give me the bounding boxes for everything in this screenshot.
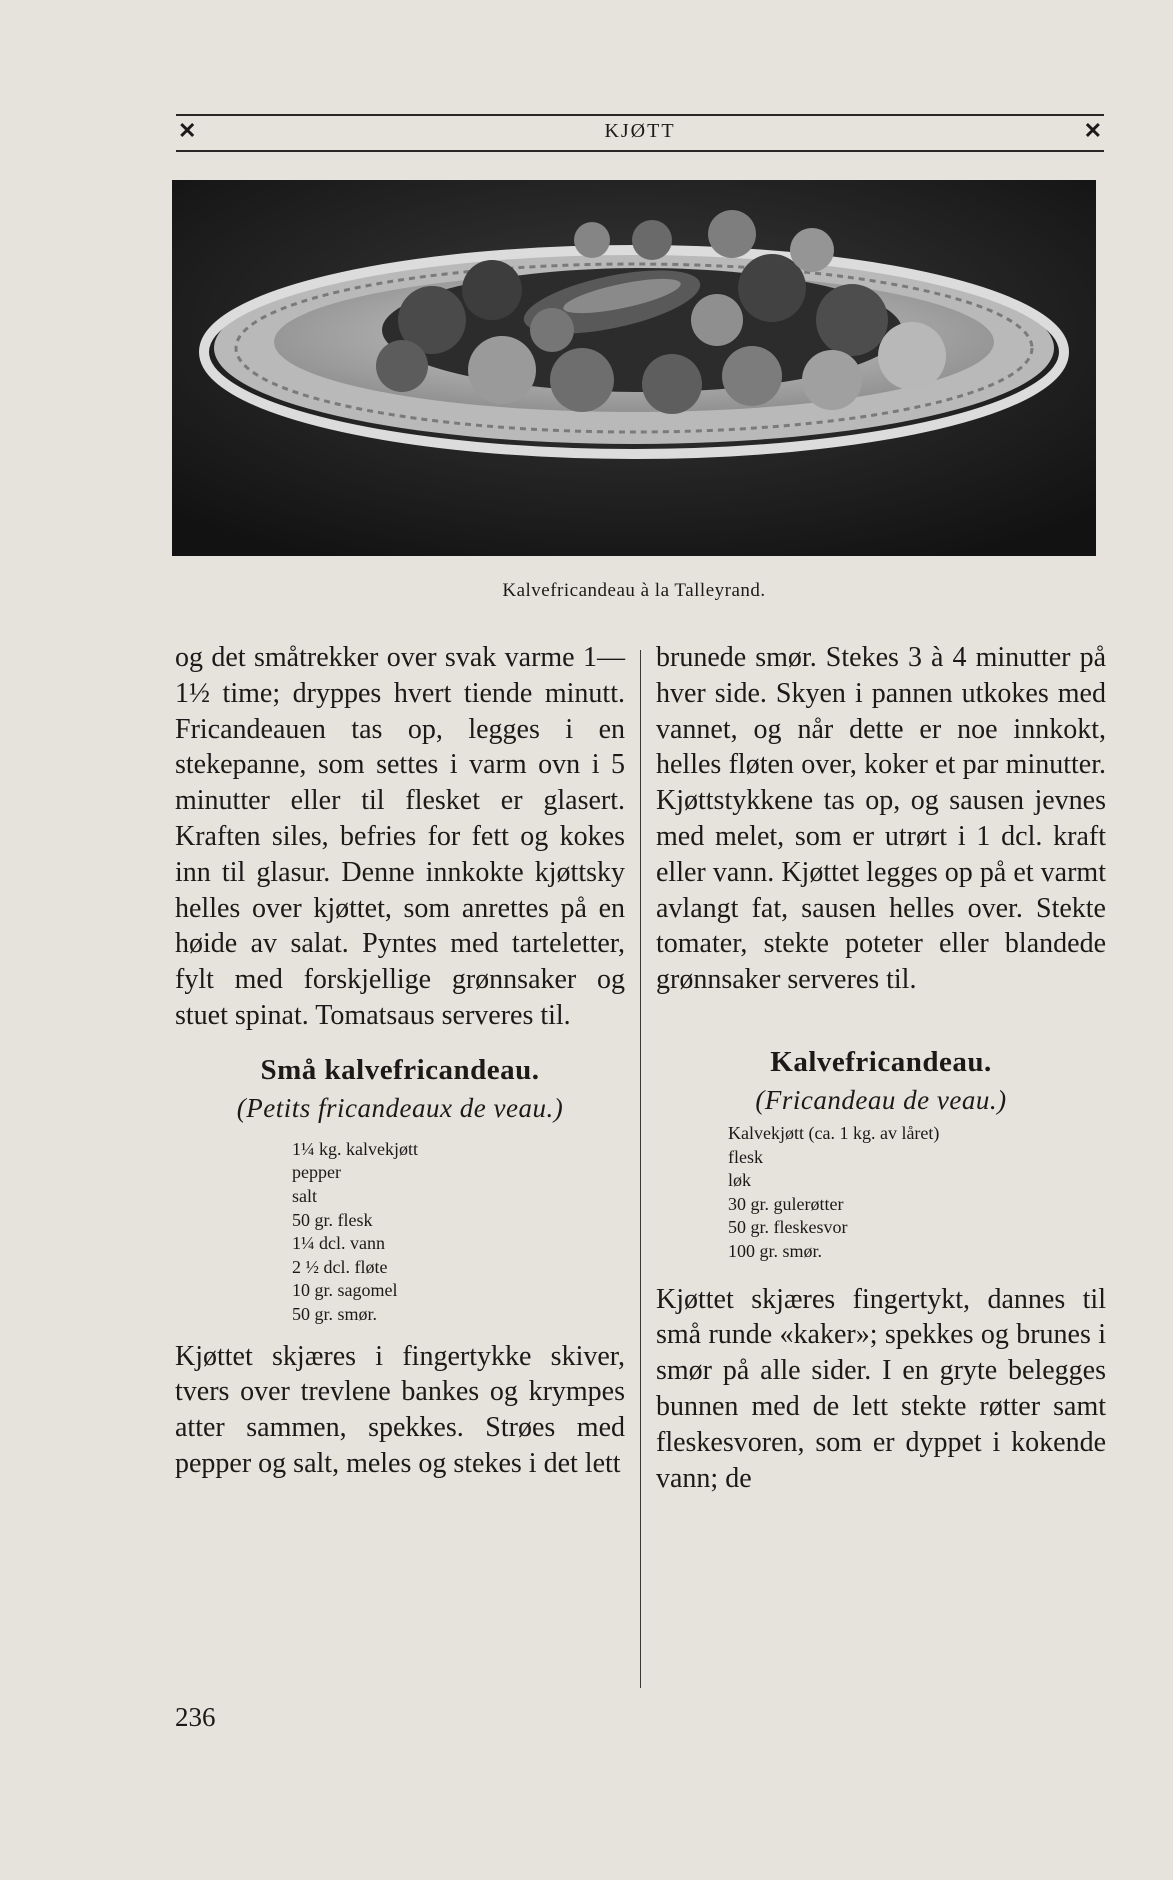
page-number: 236 (175, 1702, 216, 1732)
recipe-title: Små kalvefricandeau. (260, 1053, 540, 1086)
recipe-subtitle: (Petits fricandeaux de veau.) (236, 1092, 564, 1123)
running-header-title: KJØTT (604, 120, 676, 142)
recipe-method: Kjøttet skjæres fingertykt, dannes til små runde «kaker»; spekkes og brunes i smør på alle sider. I en gryte belegges bunnen med de lett stekte røtter samt fleskesvoren, som er dyppet i kokende vann; de (656, 1283, 1106, 1494)
ingredient-item: 1¼ kg. kalvekjøtt (292, 1138, 418, 1159)
left-column (175, 640, 625, 1482)
ingredient-item: 2 ½ dcl. fløte (292, 1256, 388, 1277)
ingredient-item: 10 gr. sagomel (292, 1280, 398, 1301)
ingredient-item: 50 gr. flesk (292, 1209, 373, 1230)
ingredient-item: 50 gr. smør. (292, 1303, 378, 1324)
ingredient-item: 50 gr. fleskesvor (728, 1217, 848, 1238)
right-column (656, 640, 1106, 1496)
ingredient-list (292, 1138, 625, 1327)
ingredient-item: løk (728, 1170, 752, 1191)
recipe-text-continued: brunede smør. Stekes 3 à 4 minutter på hver side. Skyen i pannen utkokes med vannet, og når dette er noe innkokt, helles fløten over, koker et par minutter. Kjøttstykkene tas op, og sausen jevnes med melet, som er utrørt i 1 dcl. kraft eller vann. Kjøttet legges op på et varmt avlangt fat, sausen helles over. Stekte tomater, stekte poteter eller blandede grønnsaker serveres til. (656, 642, 1106, 996)
platter-illustration (172, 180, 1096, 556)
ingredient-item: flesk (728, 1146, 763, 1167)
recipe-text-continued: og det småtrekker over svak varme 1—1½ time; dryppes hvert tiende minutt. Fricandeauen tas op, legges i en stekepanne, som settes i varm ovn i 5 minutter eller til flesket er glasert. Kraften siles, befries for fett og kokes inn til glasur. Denne innkokte kjøttsky helles over kjøttet, som anrettes på en høide av salat. Pyntes med tarteletter, fylt med forskjellige grønnsaker og stuet spinat. Tomatsaus serveres til. (175, 642, 625, 1031)
running-header (176, 118, 1104, 148)
recipe-method: Kjøttet skjæres i fingertykke skiver, tvers over trevlene bankes og krympes atter sammen, spekkes. Strøes med pepper og salt, meles og stekes i det lett (175, 1340, 625, 1479)
ingredient-item: Kalvekjøtt (ca. 1 kg. av låret) (728, 1122, 940, 1143)
header-bottom-rule (176, 150, 1104, 152)
recipe-title: Kalvefricandeau. (770, 1045, 992, 1078)
header-top-rule (176, 114, 1104, 116)
recipe-subtitle: (Fricandeau de veau.) (755, 1084, 1007, 1115)
ornament-cross-icon: ✕ (1083, 118, 1102, 143)
ingredient-item: 30 gr. gulerøtter (728, 1193, 844, 1214)
ingredient-item: 100 gr. smør. (728, 1240, 823, 1261)
ingredient-item: salt (292, 1185, 317, 1206)
photo-caption: Kalvefricandeau à la Talleyrand. (502, 580, 766, 601)
ornament-cross-icon: ✕ (178, 118, 197, 143)
ingredient-item: pepper (292, 1162, 341, 1183)
ingredient-list (728, 1122, 1106, 1264)
ingredient-item: 1¼ dcl. vann (292, 1233, 385, 1254)
dish-photograph (172, 180, 1096, 556)
column-divider (640, 650, 641, 1688)
